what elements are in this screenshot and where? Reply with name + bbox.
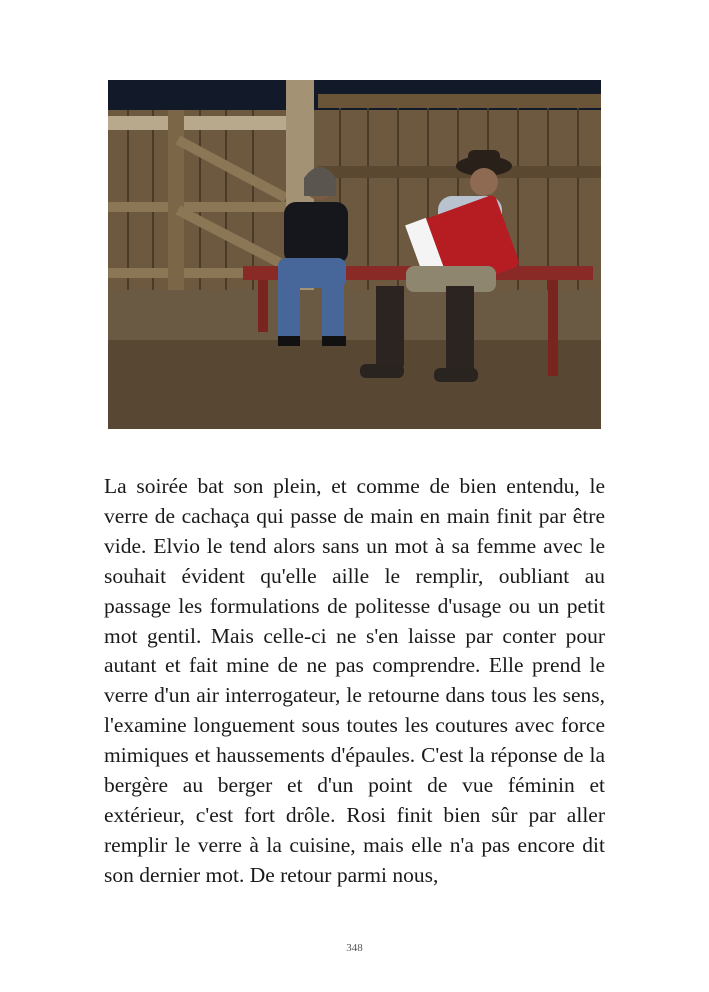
page-number: 348 <box>346 942 363 954</box>
photo-accordion-player <box>108 80 601 429</box>
body-text: La soirée bat son plein, et comme de bien entendu, le verre de cachaça qui passe de main en main finit par être vide. Elvio le tend alors sans un mot à sa femme avec le souhait évident qu'elle aille le remplir, oubliant au passage les formulations de politesse d'usage ou un petit mot gentil. Mais celle-ci ne s'en laisse par conter pour autant et fait mine de ne pas comprendre. Elle prend le verre d'un air interrogateur, le retourne dans tous les sens, l'examine longuement sous toutes les coutures avec force mimiques et haussements d'épaules. C'est la réponse de la bergère au berger et d'un point de vue féminin et extérieur, c'est fort drôle. Rosi finit bien sûr par aller remplir le verre à la cuisine, mais elle n'a pas encore dit son dernier mot. De retour parmi nous, <box>104 474 605 887</box>
